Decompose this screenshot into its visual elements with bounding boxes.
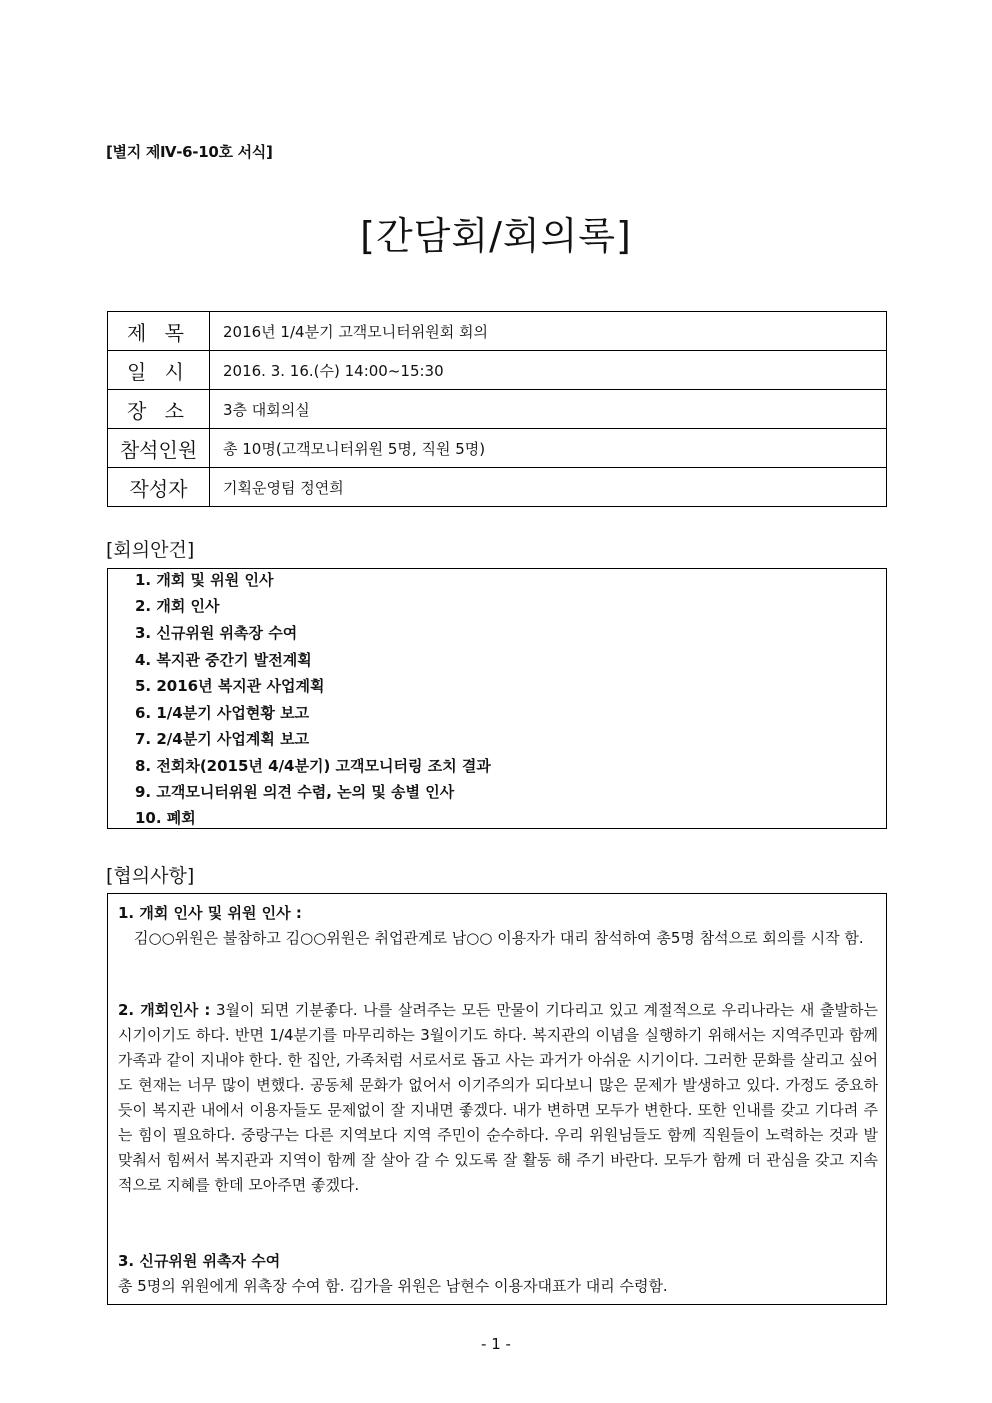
info-value: 2016. 3. 16.(수) 14:00~15:30 bbox=[210, 351, 887, 390]
info-label: 작성자 bbox=[108, 468, 210, 507]
discussion-section-title: [협의사항] bbox=[106, 865, 195, 887]
info-label: 제 목 bbox=[108, 312, 210, 351]
info-row-subject bbox=[108, 312, 887, 351]
agenda-item: 3. 신규위원 위촉장 수여 bbox=[135, 624, 298, 642]
info-row-datetime bbox=[108, 351, 887, 390]
discussion-box bbox=[107, 893, 887, 1305]
discussion-item bbox=[118, 901, 878, 951]
discussion-heading: 2. 개회인사 : bbox=[118, 1001, 211, 1019]
discussion-body: 3월이 되면 기분좋다. 나를 살려주는 모든 만물이 기다리고 있고 계절적으로 우리나라는 새 출발하는 시기이기도 하다. 반면 1/4분기를 마무리하는 3월이기도 하다. 복지관의 이념을 실행하기 위해서는 지역주민과 함께 가족과 같이 지내야 한다. 한 집안, 가족처럼 서로서로 돕고 사는 과거가 아쉬운 시기이다. 그러한 문화를 살리고 싶어도 현재는 너무 많이 변했다. 공동체 문화가 없어서 이기주의가 되다보니 많은 문제가 발생하고 있다. 가정도 중요하듯이 복지관 내에서 이용자들도 문제없이 잘 지내면 좋겠다. 내가 변하면 모두가 변한다. 또한 인내를 갖고 기다려 주는 힘이 필요하다. 중랑구는 다른 지역보다 지역 주민이 순수하다. 우리 위원님들도 함께 직원들이 노력하는 것과 발맞춰서 힘써서 복지관과 지역이 함께 잘 살아 갈 수 있도록 잘 활동 해 주기 바란다. 모두가 함께 더 관심을 갖고 지속적으로 지혜를 한데 모아주면 좋겠다. bbox=[118, 1001, 878, 1194]
agenda-box bbox=[107, 568, 887, 829]
info-label: 참석인원 bbox=[108, 429, 210, 468]
info-row-author bbox=[108, 468, 887, 507]
info-row-location bbox=[108, 390, 887, 429]
info-label: 일 시 bbox=[108, 351, 210, 390]
agenda-item: 9. 고객모니터위원 의견 수렴, 논의 및 송별 인사 bbox=[135, 783, 455, 801]
page-number: - 1 - bbox=[481, 1335, 511, 1353]
discussion-body: 총 5명의 위원에게 위촉장 수여 함. 김가을 위원은 남현수 이용자대표가 대리 수령함. bbox=[118, 1277, 668, 1295]
agenda-item: 5. 2016년 복지관 사업계획 bbox=[135, 677, 325, 695]
discussion-body: 김○○위원은 불참하고 김○○위원은 취업관계로 남○○ 이용자가 대리 참석하여 총5명 참석으로 회의를 시작 함. bbox=[134, 929, 864, 947]
document-title: [간담회/회의록] bbox=[360, 214, 632, 258]
agenda-item: 4. 복지관 중간기 발전계획 bbox=[135, 651, 312, 669]
info-value: 기획운영팀 정연희 bbox=[210, 468, 887, 507]
info-value: 2016년 1/4분기 고객모니터위원회 회의 bbox=[210, 312, 887, 351]
agenda-section-title: [회의안건] bbox=[106, 539, 195, 561]
agenda-item: 2. 개회 인사 bbox=[135, 597, 220, 615]
agenda-item: 10. 폐회 bbox=[135, 809, 196, 827]
info-label: 장 소 bbox=[108, 390, 210, 429]
meeting-info-table bbox=[107, 311, 887, 507]
agenda-item: 8. 전회차(2015년 4/4분기) 고객모니터링 조치 결과 bbox=[135, 757, 491, 775]
info-value: 총 10명(고객모니터위원 5명, 직원 5명) bbox=[210, 429, 887, 468]
info-row-attendees bbox=[108, 429, 887, 468]
agenda-item: 6. 1/4분기 사업현황 보고 bbox=[135, 704, 310, 722]
agenda-item: 7. 2/4분기 사업계획 보고 bbox=[135, 730, 310, 748]
info-value: 3층 대회의실 bbox=[210, 390, 887, 429]
discussion-heading: 1. 개회 인사 및 위원 인사 : bbox=[118, 904, 302, 922]
discussion-heading: 3. 신규위원 위촉자 수여 bbox=[118, 1252, 281, 1270]
form-number: [별지 제Ⅳ-6-10호 서식] bbox=[106, 143, 273, 161]
agenda-item: 1. 개회 및 위원 인사 bbox=[135, 571, 274, 589]
discussion-item bbox=[118, 998, 878, 1198]
discussion-item bbox=[118, 1249, 878, 1299]
